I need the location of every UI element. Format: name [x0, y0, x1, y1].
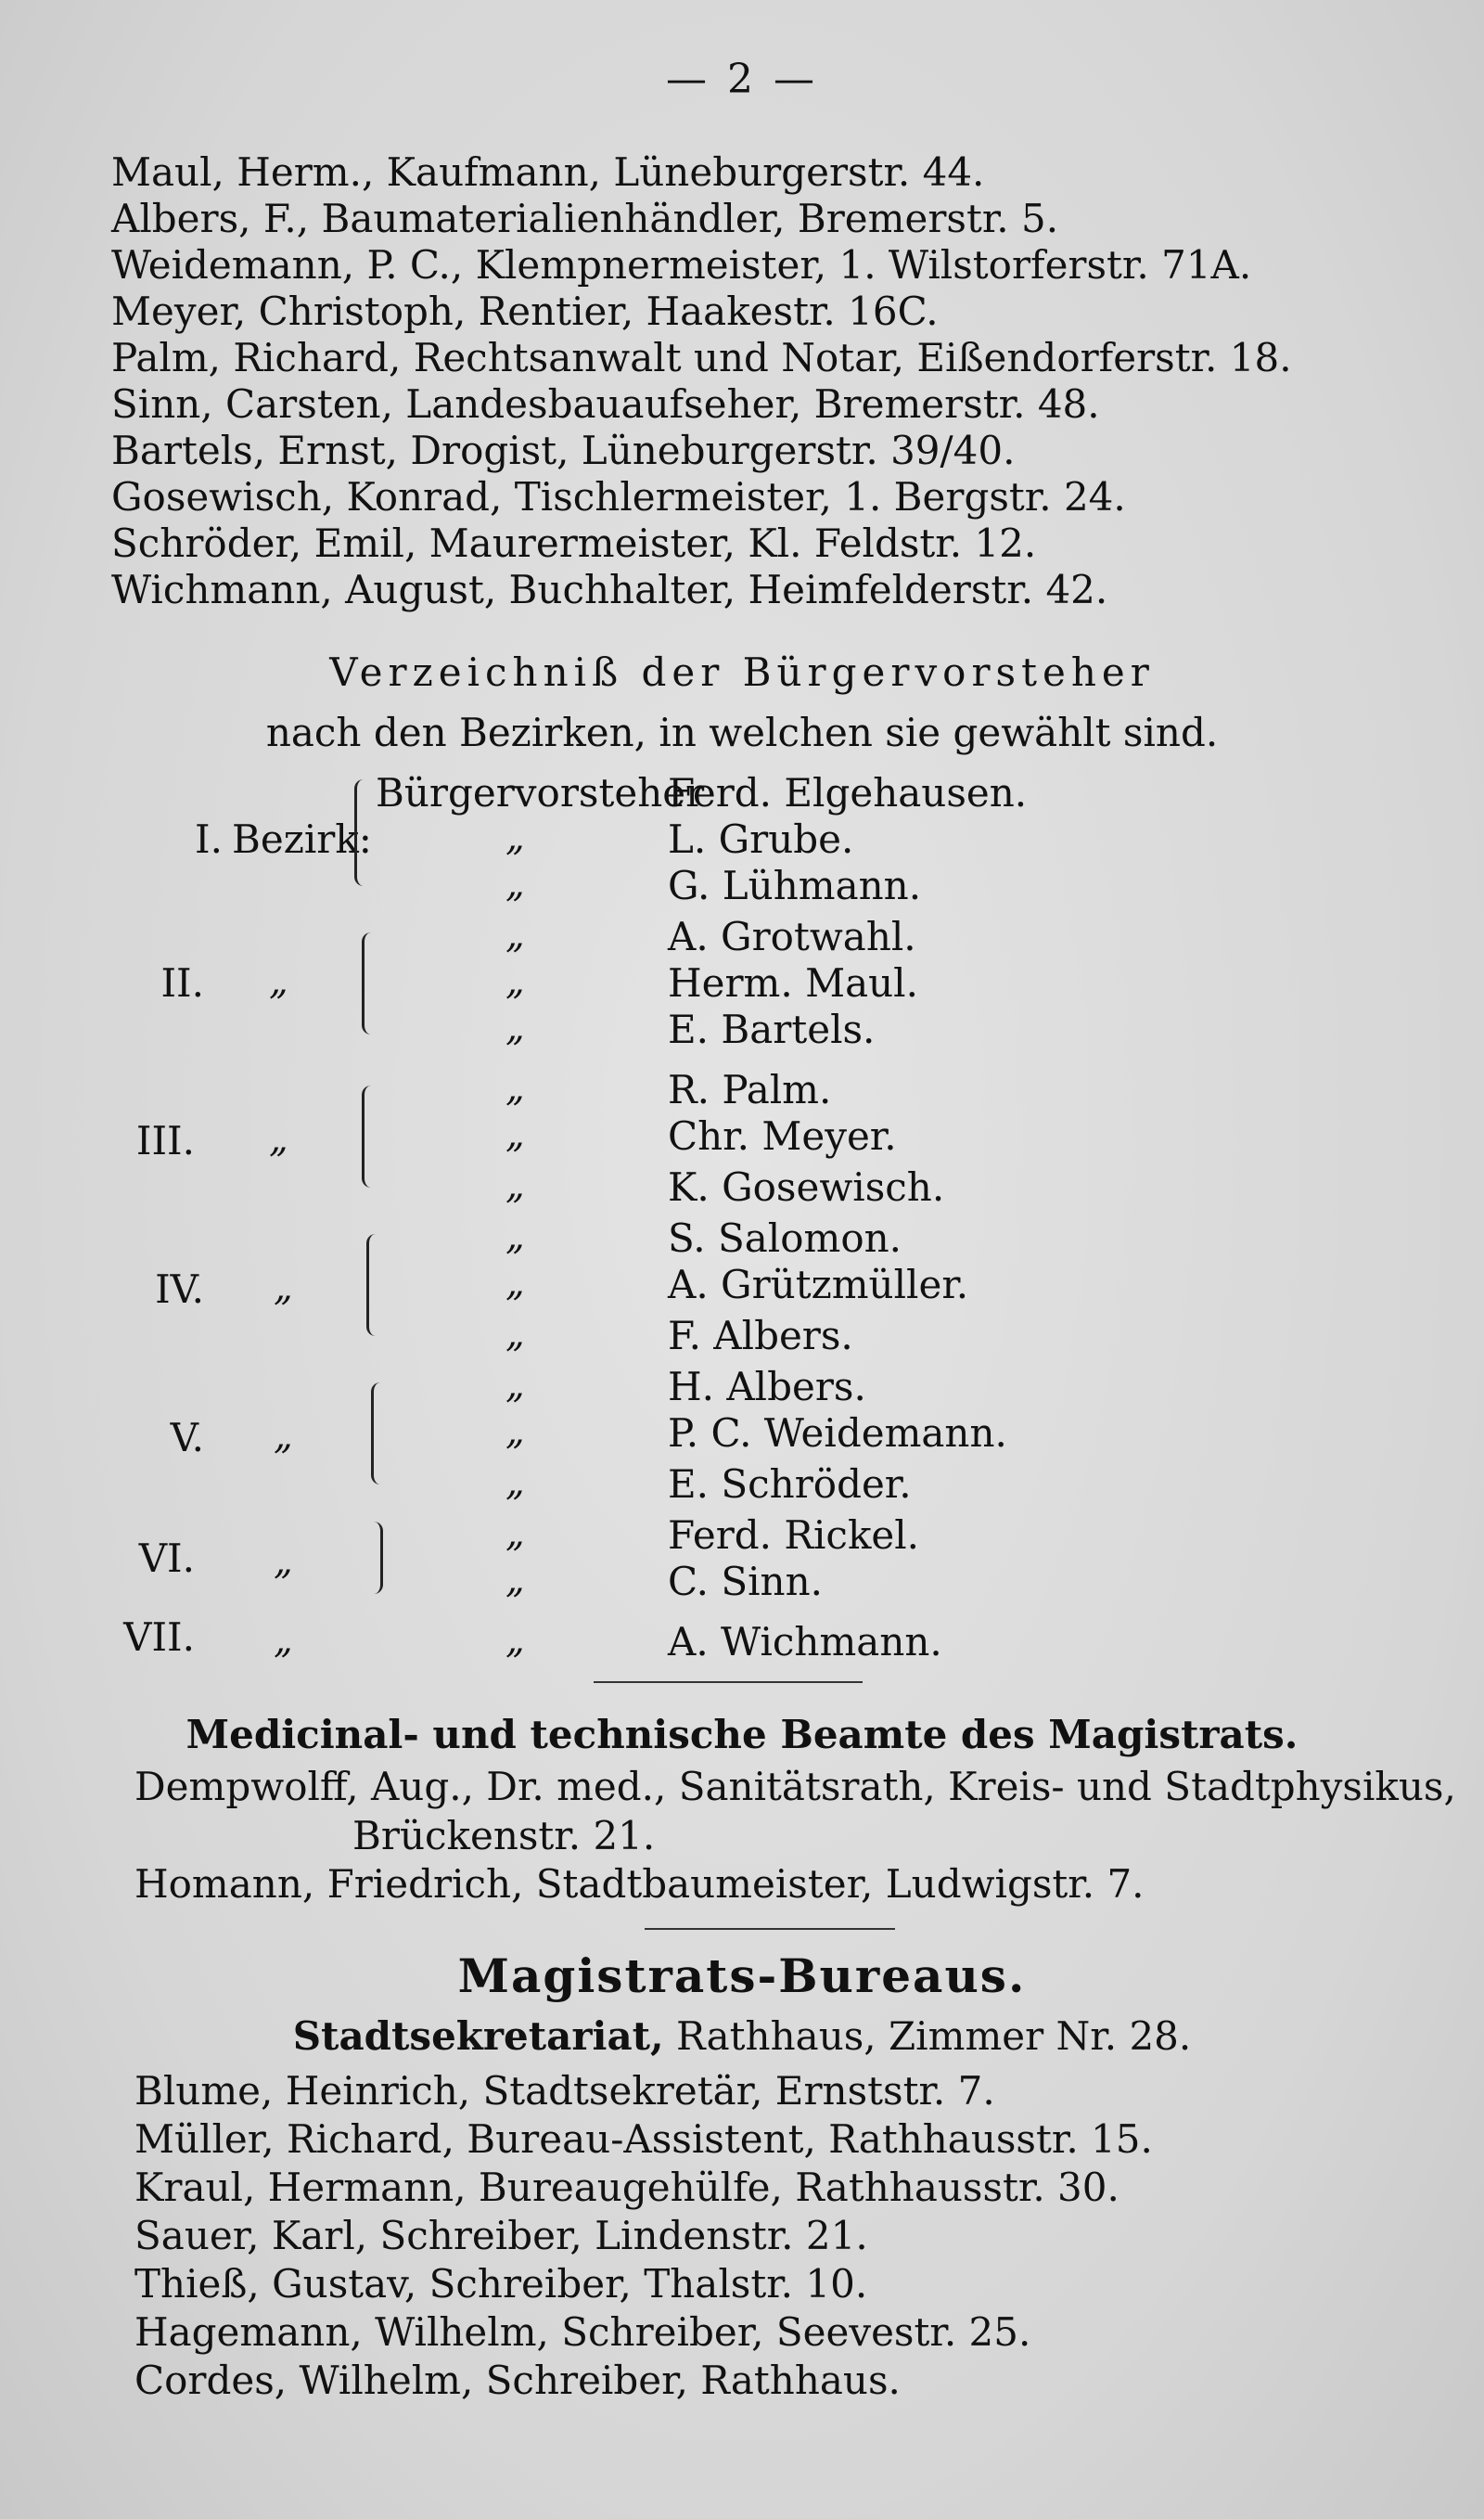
district-member-name: F. Albers. — [668, 1313, 853, 1358]
ditto-mark: „ — [505, 1461, 525, 1504]
staff-line: Kraul, Hermann, Bureaugehülfe, Rathhausstr. 30. — [134, 2165, 1119, 2210]
member-line: Gosewisch, Konrad, Tischlermeister, 1. Bergstr. 24. — [111, 474, 1126, 520]
districts-subheading: nach den Bezirken, in welchen sie gewählt sind. — [265, 710, 1219, 755]
member-line: Weidemann, P. C., Klempnermeister, 1. Wilstorferstr. 71A. — [111, 242, 1252, 288]
ditto-mark: „ — [505, 960, 525, 1003]
member-line: Meyer, Christoph, Rentier, Haakestr. 16C. — [111, 289, 939, 334]
district-number: V. — [170, 1415, 204, 1460]
ditto-mark: „ — [274, 1415, 293, 1458]
district-member-name: P. C. Weidemann. — [668, 1410, 1007, 1456]
brace-mark — [362, 1086, 374, 1188]
section-divider — [645, 1928, 895, 1930]
district-number: VI. — [138, 1536, 195, 1581]
ditto-mark: „ — [505, 1067, 525, 1110]
district-member-name: Ferd. Rickel. — [668, 1512, 920, 1558]
district-member-name: C. Sinn. — [668, 1559, 823, 1604]
brace-mark — [354, 779, 366, 886]
ditto-mark: „ — [505, 1113, 525, 1156]
secretariat-heading — [0, 2013, 1484, 2059]
ditto-mark: „ — [274, 1266, 293, 1309]
ditto-mark: „ — [505, 1262, 525, 1304]
staff-line: Hagemann, Wilhelm, Schreiber, Seevestr. 25. — [134, 2309, 1031, 2355]
district-member-name: H. Albers. — [668, 1364, 866, 1409]
ditto-mark: „ — [505, 1512, 525, 1555]
section-divider — [594, 1681, 863, 1683]
district-number: I. — [195, 816, 223, 862]
member-line: Maul, Herm., Kaufmann, Lüneburgerstr. 44. — [111, 149, 985, 195]
district-member-name: K. Gosewisch. — [668, 1164, 945, 1210]
medical-line: Dempwolff, Aug., Dr. med., Sanitätsrath, Kreis- und Stadtphysikus, — [134, 1764, 1456, 1809]
district-member-name: A. Grotwahl. — [668, 914, 916, 959]
brace-mark — [371, 1382, 383, 1484]
district-member-name: G. Lühmann. — [668, 863, 922, 908]
ditto-mark: „ — [505, 1619, 525, 1662]
staff-line: Cordes, Wilhelm, Schreiber, Rathhaus. — [134, 2358, 901, 2403]
page-number: — 2 — — [666, 56, 818, 103]
member-line: Bartels, Ernst, Drogist, Lüneburgerstr. 39/40. — [111, 428, 1016, 473]
ditto-mark: „ — [505, 1410, 525, 1453]
district-member-name: Herm. Maul. — [668, 960, 918, 1006]
ditto-mark: „ — [505, 1215, 525, 1258]
ditto-mark: „ — [274, 1619, 293, 1662]
staff-line: Sauer, Karl, Schreiber, Lindenstr. 21. — [134, 2213, 868, 2258]
district-member-name: E. Bartels. — [668, 1007, 876, 1052]
ditto-mark: „ — [269, 960, 288, 1003]
ditto-mark: „ — [274, 1540, 293, 1583]
ditto-mark: „ — [269, 1118, 288, 1161]
district-member-name: L. Grube. — [668, 816, 854, 862]
district-member-name: A. Grützmüller. — [668, 1262, 969, 1307]
medical-line: Homann, Friedrich, Stadtbaumeister, Ludwigstr. 7. — [134, 1861, 1145, 1907]
medical-heading: Medicinal- und technische Beamte des Magistrats. — [186, 1712, 1298, 1757]
district-member-name: R. Palm. — [668, 1067, 832, 1112]
staff-line: Blume, Heinrich, Stadtsekretär, Ernststr. 7. — [134, 2068, 995, 2114]
member-line: Schröder, Emil, Maurermeister, Kl. Feldstr. 12. — [111, 521, 1037, 566]
district-member-name: S. Salomon. — [668, 1215, 902, 1261]
ditto-mark: „ — [505, 914, 525, 957]
member-line: Albers, F., Baumaterialienhändler, Bremerstr. 5. — [111, 196, 1059, 241]
district-member-name: Chr. Meyer. — [668, 1113, 897, 1159]
staff-line: Müller, Richard, Bureau-Assistent, Rathhausstr. 15. — [134, 2116, 1153, 2162]
district-label: Bezirk: — [232, 816, 372, 862]
district-member-name: A. Wichmann. — [668, 1619, 942, 1664]
member-line: Wichmann, August, Buchhalter, Heimfelderstr. 42. — [111, 567, 1108, 612]
district-member-name: E. Schröder. — [668, 1461, 912, 1507]
district-member-name: Ferd. Elgehausen. — [668, 770, 1028, 816]
ditto-mark: „ — [505, 1007, 525, 1049]
brace-mark — [362, 932, 374, 1035]
medical-line: Brückenstr. 21. — [352, 1813, 656, 1858]
district-number: III. — [135, 1118, 195, 1163]
district-number: IV. — [155, 1266, 204, 1312]
district-number: VII. — [123, 1614, 195, 1660]
member-line: Sinn, Carsten, Landesbauaufseher, Bremerstr. 48. — [111, 381, 1100, 427]
member-line: Palm, Richard, Rechtsanwalt und Notar, Eißendorferstr. 18. — [111, 335, 1292, 380]
brace-mark — [371, 1522, 383, 1594]
staff-line: Thieß, Gustav, Schreiber, Thalstr. 10. — [134, 2261, 868, 2307]
ditto-mark: „ — [505, 816, 525, 859]
district-role: Bürgervorsteher — [376, 770, 705, 816]
secretariat-heading-rest: Rathhaus, Zimmer Nr. 28. — [676, 2013, 1192, 2059]
ditto-mark: „ — [505, 1364, 525, 1407]
ditto-mark: „ — [505, 1164, 525, 1207]
district-number: II. — [160, 960, 204, 1006]
brace-mark — [366, 1234, 378, 1336]
bureau-heading: Magistrats-Bureaus. — [457, 1948, 1027, 2003]
ditto-mark: „ — [505, 863, 525, 906]
ditto-mark: „ — [505, 1559, 525, 1601]
ditto-mark: „ — [505, 1313, 525, 1356]
secretariat-heading-bold: Stadtsekretariat, — [292, 2013, 664, 2059]
districts-heading: Verzeichniß der Bürgervorsteher — [329, 649, 1155, 695]
